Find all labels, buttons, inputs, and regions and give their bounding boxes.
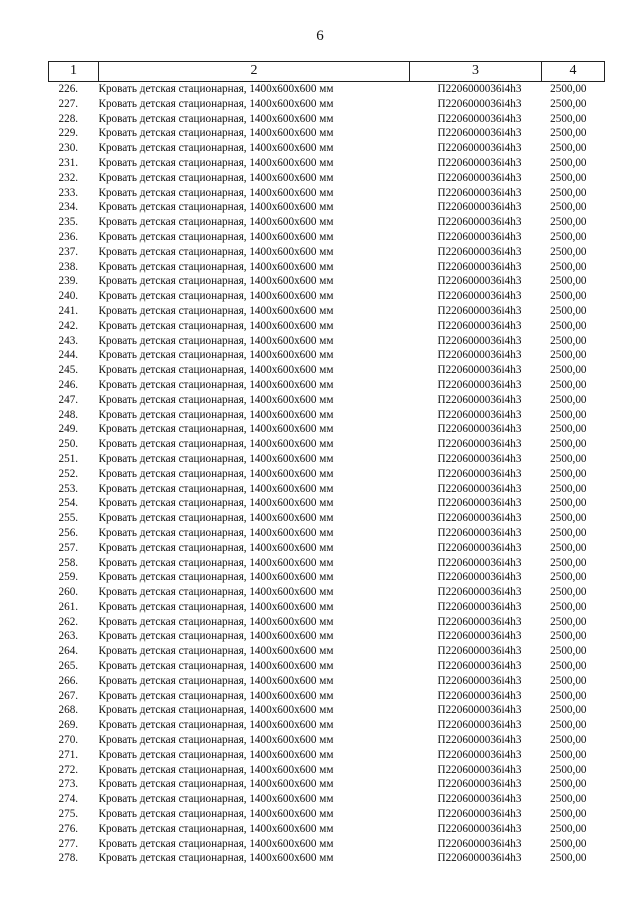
table-row [49,807,605,822]
table-row [49,792,605,807]
row-number: 264. [58,645,79,658]
item-code: П2206000036i4h3 [437,334,522,347]
item-code: П2206000036i4h3 [437,541,522,554]
item-code: П2206000036i4h3 [437,452,522,465]
item-price: 2500,00 [550,349,587,362]
table-row [49,378,605,393]
table-row [49,82,605,97]
table-header-row [49,62,605,82]
item-name: Кровать детская стационарная, 1400x600x600 мм [98,186,334,199]
table-row [49,615,605,630]
row-number: 247. [58,393,79,406]
item-name: Кровать детская стационарная, 1400x600x600 мм [98,112,334,125]
item-price: 2500,00 [550,127,587,140]
item-price: 2500,00 [550,497,587,510]
item-price: 2500,00 [550,852,587,865]
table-row [49,511,605,526]
table-row [49,97,605,112]
item-code: П2206000036i4h3 [437,837,522,850]
item-price: 2500,00 [550,334,587,347]
row-number: 273. [58,778,79,791]
row-number: 245. [58,364,79,377]
item-name: Кровать детская стационарная, 1400x600x600 мм [98,467,334,480]
item-price: 2500,00 [550,793,587,806]
table-row [49,659,605,674]
item-price: 2500,00 [550,83,587,95]
item-code: П2206000036i4h3 [437,571,522,584]
row-number: 236. [58,230,79,243]
item-code: П2206000036i4h3 [437,689,522,702]
item-price: 2500,00 [550,290,587,303]
row-number: 265. [58,660,79,673]
table-row [49,570,605,585]
item-code: П2206000036i4h3 [437,615,522,628]
item-name: Кровать детская стационарная, 1400x600x600 мм [98,660,334,673]
row-number: 232. [58,171,79,184]
item-code: П2206000036i4h3 [437,586,522,599]
table-row [49,526,605,541]
table-row [49,822,605,837]
item-code: П2206000036i4h3 [437,245,522,258]
item-code: П2206000036i4h3 [437,97,522,110]
item-price: 2500,00 [550,571,587,584]
row-number: 229. [58,127,79,140]
item-price: 2500,00 [550,734,587,747]
table-row [49,156,605,171]
table-row [49,674,605,689]
item-code: П2206000036i4h3 [437,674,522,687]
table-row [49,348,605,363]
table-row [49,851,605,866]
item-code: П2206000036i4h3 [437,808,522,821]
item-name: Кровать детская стационарная, 1400x600x600 мм [98,275,334,288]
item-code: П2206000036i4h3 [437,482,522,495]
item-name: Кровать детская стационарная, 1400x600x600 мм [98,201,334,214]
row-number: 251. [58,452,79,465]
items-table [48,61,605,866]
item-price: 2500,00 [550,304,587,317]
row-number: 271. [58,748,79,761]
item-price: 2500,00 [550,393,587,406]
item-code: П2206000036i4h3 [437,275,522,288]
item-name: Кровать детская стационарная, 1400x600x600 мм [98,423,334,436]
item-name: Кровать детская стационарная, 1400x600x600 мм [98,482,334,495]
row-number: 276. [58,822,79,835]
item-price: 2500,00 [550,452,587,465]
row-number: 242. [58,319,79,332]
item-code: П2206000036i4h3 [437,526,522,539]
item-code: П2206000036i4h3 [437,660,522,673]
item-name: Кровать детская стационарная, 1400x600x600 мм [98,763,334,776]
row-number: 267. [58,689,79,702]
item-price: 2500,00 [550,260,587,273]
row-number: 263. [58,630,79,643]
table-row [49,763,605,778]
table-row [49,629,605,644]
row-number: 241. [58,304,79,317]
item-code: П2206000036i4h3 [437,230,522,243]
item-name: Кровать детская стационарная, 1400x600x600 мм [98,571,334,584]
item-code: П2206000036i4h3 [437,260,522,273]
row-number: 237. [58,245,79,258]
item-price: 2500,00 [550,438,587,451]
row-number: 234. [58,201,79,214]
row-number: 238. [58,260,79,273]
row-number: 240. [58,290,79,303]
table-row [49,319,605,334]
row-number: 261. [58,600,79,613]
item-price: 2500,00 [550,541,587,554]
item-price: 2500,00 [550,615,587,628]
item-price: 2500,00 [550,112,587,125]
item-name: Кровать детская стационарная, 1400x600x600 мм [98,586,334,599]
row-number: 253. [58,482,79,495]
column-header-2: 2 [99,62,410,82]
row-number: 244. [58,349,79,362]
table-row [49,422,605,437]
item-name: Кровать детская стационарная, 1400x600x600 мм [98,452,334,465]
item-price: 2500,00 [550,467,587,480]
item-price: 2500,00 [550,674,587,687]
item-price: 2500,00 [550,645,587,658]
item-code: П2206000036i4h3 [437,822,522,835]
item-name: Кровать детская стационарная, 1400x600x600 мм [98,156,334,169]
item-price: 2500,00 [550,822,587,835]
item-name: Кровать детская стационарная, 1400x600x600 мм [98,378,334,391]
item-code: П2206000036i4h3 [437,497,522,510]
table-row [49,141,605,156]
table-row [49,230,605,245]
table-row [49,644,605,659]
table-row [49,703,605,718]
item-name: Кровать детская стационарная, 1400x600x600 мм [98,142,334,155]
item-code: П2206000036i4h3 [437,719,522,732]
item-code: П2206000036i4h3 [437,748,522,761]
item-name: Кровать детская стационарная, 1400x600x600 мм [98,127,334,140]
table-row [49,245,605,260]
item-name: Кровать детская стационарная, 1400x600x600 мм [98,230,334,243]
item-price: 2500,00 [550,97,587,110]
item-price: 2500,00 [550,245,587,258]
item-price: 2500,00 [550,837,587,850]
row-number: 231. [58,156,79,169]
item-price: 2500,00 [550,186,587,199]
item-code: П2206000036i4h3 [437,201,522,214]
table-row [49,393,605,408]
page-number: 6 [316,28,324,44]
item-price: 2500,00 [550,689,587,702]
table-row [49,689,605,704]
item-price: 2500,00 [550,586,587,599]
item-code: П2206000036i4h3 [437,423,522,436]
table-body [49,82,605,867]
item-name: Кровать детская стационарная, 1400x600x600 мм [98,719,334,732]
item-name: Кровать детская стационарная, 1400x600x600 мм [98,334,334,347]
item-name: Кровать детская стационарная, 1400x600x600 мм [98,793,334,806]
item-code: П2206000036i4h3 [437,127,522,140]
item-name: Кровать детская стационарная, 1400x600x600 мм [98,526,334,539]
row-number: 239. [58,275,79,288]
row-number: 228. [58,112,79,125]
item-price: 2500,00 [550,482,587,495]
item-price: 2500,00 [550,719,587,732]
table-row [49,408,605,423]
item-code: П2206000036i4h3 [437,171,522,184]
row-number: 266. [58,674,79,687]
item-code: П2206000036i4h3 [437,763,522,776]
item-code: П2206000036i4h3 [437,304,522,317]
item-name: Кровать детская стационарная, 1400x600x600 мм [98,852,334,865]
item-code: П2206000036i4h3 [437,319,522,332]
item-code: П2206000036i4h3 [437,852,522,865]
item-code: П2206000036i4h3 [437,704,522,717]
item-name: Кровать детская стационарная, 1400x600x600 мм [98,630,334,643]
row-number: 269. [58,719,79,732]
row-number: 233. [58,186,79,199]
table-row [49,274,605,289]
item-price: 2500,00 [550,156,587,169]
item-code: П2206000036i4h3 [437,512,522,525]
row-number: 249. [58,423,79,436]
row-number: 243. [58,334,79,347]
item-name: Кровать детская стационарная, 1400x600x600 мм [98,748,334,761]
table-row [49,600,605,615]
table-row [49,585,605,600]
item-code: П2206000036i4h3 [437,290,522,303]
table-row [49,334,605,349]
row-number: 246. [58,378,79,391]
item-code: П2206000036i4h3 [437,393,522,406]
table-row [49,733,605,748]
item-price: 2500,00 [550,230,587,243]
item-price: 2500,00 [550,763,587,776]
item-code: П2206000036i4h3 [437,778,522,791]
column-header-3: 3 [410,62,542,82]
item-price: 2500,00 [550,630,587,643]
item-name: Кровать детская стационарная, 1400x600x600 мм [98,497,334,510]
table-row [49,112,605,127]
item-price: 2500,00 [550,319,587,332]
row-number: 277. [58,837,79,850]
row-number: 272. [58,763,79,776]
item-code: П2206000036i4h3 [437,793,522,806]
row-number: 268. [58,704,79,717]
item-price: 2500,00 [550,364,587,377]
item-name: Кровать детская стационарная, 1400x600x600 мм [98,615,334,628]
table-row [49,718,605,733]
item-name: Кровать детская стационарная, 1400x600x600 мм [98,408,334,421]
row-number: 275. [58,808,79,821]
item-code: П2206000036i4h3 [437,630,522,643]
item-name: Кровать детская стационарная, 1400x600x600 мм [98,645,334,658]
table-row [49,748,605,763]
item-name: Кровать детская стационарная, 1400x600x600 мм [98,319,334,332]
item-price: 2500,00 [550,660,587,673]
row-number: 256. [58,526,79,539]
item-name: Кровать детская стационарная, 1400x600x600 мм [98,171,334,184]
item-code: П2206000036i4h3 [437,645,522,658]
item-name: Кровать детская стационарная, 1400x600x600 мм [98,778,334,791]
item-price: 2500,00 [550,778,587,791]
item-name: Кровать детская стационарная, 1400x600x600 мм [98,245,334,258]
table-row [49,452,605,467]
item-name: Кровать детская стационарная, 1400x600x600 мм [98,689,334,702]
item-price: 2500,00 [550,171,587,184]
item-price: 2500,00 [550,808,587,821]
item-code: П2206000036i4h3 [437,438,522,451]
item-name: Кровать детская стационарная, 1400x600x600 мм [98,438,334,451]
table-row [49,363,605,378]
item-name: Кровать детская стационарная, 1400x600x600 мм [98,837,334,850]
row-number: 226. [58,83,79,95]
row-number: 235. [58,216,79,229]
column-header-4: 4 [542,62,605,82]
item-code: П2206000036i4h3 [437,600,522,613]
item-price: 2500,00 [550,201,587,214]
item-price: 2500,00 [550,512,587,525]
item-price: 2500,00 [550,216,587,229]
table-row [49,482,605,497]
table-row [49,837,605,852]
row-number: 257. [58,541,79,554]
item-code: П2206000036i4h3 [437,142,522,155]
row-number: 250. [58,438,79,451]
item-name: Кровать детская стационарная, 1400x600x600 мм [98,260,334,273]
item-price: 2500,00 [550,378,587,391]
table-row [49,556,605,571]
item-code: П2206000036i4h3 [437,156,522,169]
item-price: 2500,00 [550,275,587,288]
item-name: Кровать детская стационарная, 1400x600x600 мм [98,512,334,525]
row-number: 259. [58,571,79,584]
item-name: Кровать детская стационарная, 1400x600x600 мм [98,808,334,821]
table-row [49,541,605,556]
item-code: П2206000036i4h3 [437,408,522,421]
item-name: Кровать детская стационарная, 1400x600x600 мм [98,364,334,377]
row-number: 278. [58,852,79,865]
row-number: 274. [58,793,79,806]
item-name: Кровать детская стационарная, 1400x600x600 мм [98,216,334,229]
item-name: Кровать детская стационарная, 1400x600x600 мм [98,541,334,554]
item-price: 2500,00 [550,600,587,613]
table-row [49,215,605,230]
table-row [49,200,605,215]
item-code: П2206000036i4h3 [437,186,522,199]
row-number: 227. [58,97,79,110]
item-name: Кровать детская стационарная, 1400x600x600 мм [98,556,334,569]
item-code: П2206000036i4h3 [437,378,522,391]
table-row [49,496,605,511]
item-code: П2206000036i4h3 [437,364,522,377]
item-price: 2500,00 [550,526,587,539]
item-name: Кровать детская стационарная, 1400x600x600 мм [98,704,334,717]
item-price: 2500,00 [550,556,587,569]
table-row [49,437,605,452]
row-number: 262. [58,615,79,628]
item-name: Кровать детская стационарная, 1400x600x600 мм [98,349,334,362]
item-price: 2500,00 [550,748,587,761]
table-row [49,467,605,482]
item-name: Кровать детская стационарная, 1400x600x600 мм [98,97,334,110]
row-number: 254. [58,497,79,510]
column-header-1: 1 [49,62,99,82]
item-code: П2206000036i4h3 [437,734,522,747]
item-price: 2500,00 [550,704,587,717]
item-name: Кровать детская стационарная, 1400x600x600 мм [98,304,334,317]
row-number: 248. [58,408,79,421]
item-code: П2206000036i4h3 [437,83,522,95]
item-name: Кровать детская стационарная, 1400x600x600 мм [98,83,334,95]
row-number: 260. [58,586,79,599]
item-name: Кровать детская стационарная, 1400x600x600 мм [98,674,334,687]
table-row [49,171,605,186]
item-name: Кровать детская стационарная, 1400x600x600 мм [98,600,334,613]
item-code: П2206000036i4h3 [437,112,522,125]
table-row [49,126,605,141]
item-price: 2500,00 [550,408,587,421]
row-number: 255. [58,512,79,525]
row-number: 252. [58,467,79,480]
item-name: Кровать детская стационарная, 1400x600x600 мм [98,393,334,406]
item-price: 2500,00 [550,423,587,436]
item-code: П2206000036i4h3 [437,349,522,362]
table-row [49,289,605,304]
item-name: Кровать детская стационарная, 1400x600x600 мм [98,290,334,303]
item-code: П2206000036i4h3 [437,556,522,569]
item-code: П2206000036i4h3 [437,467,522,480]
row-number: 230. [58,142,79,155]
row-number: 270. [58,734,79,747]
item-price: 2500,00 [550,142,587,155]
row-number: 258. [58,556,79,569]
item-name: Кровать детская стационарная, 1400x600x600 мм [98,734,334,747]
item-name: Кровать детская стационарная, 1400x600x600 мм [98,822,334,835]
table-row [49,777,605,792]
table-row [49,260,605,275]
item-code: П2206000036i4h3 [437,216,522,229]
table-row [49,186,605,201]
table-row [49,304,605,319]
